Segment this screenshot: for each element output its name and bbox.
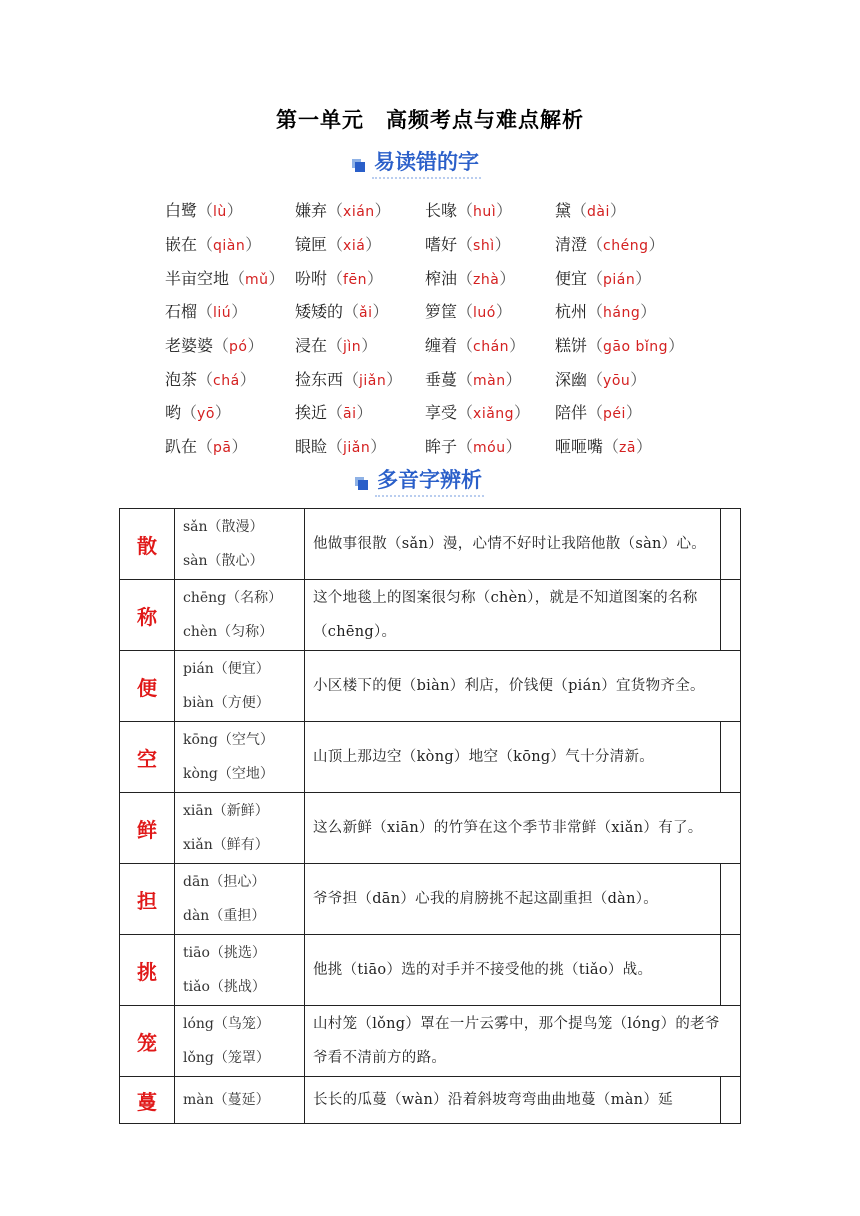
- word-text: 半亩空地: [165, 268, 230, 288]
- word-pinyin: qiàn: [213, 238, 246, 255]
- word-item: 便宜（pián）: [555, 268, 652, 288]
- word-text: 杭州: [555, 302, 588, 322]
- word-item: 镜匣（xiá）: [295, 235, 382, 255]
- reading-line: kòng（空地）: [183, 766, 274, 782]
- word-item: 箩筐（luó）: [425, 302, 512, 322]
- word-text: 泡茶: [165, 369, 198, 389]
- word-item: 黛（dài）: [555, 201, 626, 221]
- word-item: 享受（xiǎng）: [425, 403, 531, 423]
- word-item: 泡茶（chá）: [165, 369, 256, 389]
- polyphone-char: 空: [120, 722, 175, 793]
- reading-line: lǒng（笼罩）: [183, 1050, 270, 1066]
- polyphone-example: 这么新鲜（xiān）的竹笋在这个季节非常鲜（xiǎn）有了。: [305, 793, 741, 864]
- word-pinyin: ǎi: [359, 305, 373, 322]
- word-item: 深幽（yōu）: [555, 369, 647, 389]
- word-row: [165, 429, 725, 463]
- word-pinyin: luó: [473, 305, 496, 322]
- word-item: 榨油（zhà）: [425, 268, 516, 288]
- word-pinyin: chán: [473, 339, 510, 356]
- word-item: 长喙（huì）: [425, 201, 513, 221]
- word-row: [165, 395, 725, 429]
- word-text: 陪伴: [555, 403, 588, 423]
- word-text: 缠着: [425, 336, 458, 356]
- word-text: 眼睑: [295, 437, 328, 457]
- polyphone-row: [120, 935, 741, 1006]
- polyphone-example: 山顶上那边空（kòng）地空（kōng）气十分清新。: [305, 722, 721, 793]
- word-item: 嵌在（qiàn）: [165, 235, 262, 255]
- word-item: 嫌弃（xián）: [295, 201, 391, 221]
- word-text: 嵌在: [165, 235, 198, 255]
- table-cell-empty: [721, 580, 741, 651]
- polyphone-readings: [175, 651, 305, 722]
- word-row: [165, 328, 725, 362]
- reading-line: pián（便宜）: [183, 661, 270, 677]
- word-text: 榨油: [425, 268, 458, 288]
- word-pinyin: xiǎng: [473, 406, 515, 423]
- word-text: 箩筐: [425, 302, 458, 322]
- reading-line: sàn（散心）: [183, 553, 264, 569]
- reading-line: xiǎn（鲜有）: [183, 837, 269, 853]
- polyphone-char: 鲜: [120, 793, 175, 864]
- word-text: 清澄: [555, 235, 588, 255]
- section-header-polyphones: [355, 465, 484, 495]
- word-text: 趴在: [165, 437, 198, 457]
- polyphone-readings: [175, 580, 305, 651]
- word-item: 眼睑（jiǎn）: [295, 437, 387, 457]
- word-pinyin: liú: [213, 305, 232, 322]
- word-item: 石榴（liú）: [165, 302, 248, 322]
- table-cell-empty: [721, 722, 741, 793]
- word-text: 浸在: [295, 336, 328, 356]
- word-pinyin: zhà: [473, 271, 500, 288]
- word-pinyin: pián: [603, 271, 636, 288]
- reading-line: chēng（名称）: [183, 590, 283, 606]
- word-pinyin: màn: [473, 372, 506, 389]
- polyphone-example: 山村笼（lǒng）罩在一片云雾中，那个提鸟笼（lóng）的老爷爷看不清前方的路。: [305, 1006, 741, 1077]
- word-item: 杭州（háng）: [555, 302, 657, 322]
- word-text: 挨近: [295, 403, 328, 423]
- word-item: 浸在（jìn）: [295, 336, 378, 356]
- polyphone-char: 便: [120, 651, 175, 722]
- word-item: 清澄（chéng）: [555, 235, 665, 255]
- polyphone-readings: [175, 1077, 305, 1124]
- polyphone-example: 小区楼下的便（biàn）利店，价钱便（pián）宜货物齐全。: [305, 651, 741, 722]
- table-cell-empty: [721, 1077, 741, 1124]
- word-pinyin: chéng: [603, 238, 649, 255]
- word-text: 老婆婆: [165, 336, 214, 356]
- word-text: 糕饼: [555, 336, 588, 356]
- polyphone-readings: [175, 864, 305, 935]
- word-text: 咂咂嘴: [555, 437, 604, 457]
- word-item: 陪伴（péi）: [555, 403, 642, 423]
- word-pinyin: péi: [603, 406, 626, 423]
- section-header-easy-chars: [352, 147, 481, 177]
- word-item: 捡东西（jiǎn）: [295, 369, 403, 389]
- word-row: [165, 260, 725, 294]
- reading-line: dàn（重担）: [183, 908, 266, 924]
- polyphone-readings: [175, 722, 305, 793]
- polyphone-example: 爷爷担（dān）心我的肩膀挑不起这副重担（dàn）。: [305, 864, 721, 935]
- word-row: [165, 193, 725, 227]
- reading-line: sǎn（散漫）: [183, 519, 264, 535]
- word-item: 哟（yō）: [165, 403, 231, 423]
- polyphone-example: 他做事很散（sǎn）漫，心情不好时让我陪他散（sàn）心。: [305, 509, 721, 580]
- word-text: 便宜: [555, 268, 588, 288]
- polyphone-char: 挑: [120, 935, 175, 1006]
- word-row: [165, 227, 725, 261]
- word-text: 深幽: [555, 369, 588, 389]
- section-title: 易读错的字: [372, 146, 481, 179]
- reading-line: biàn（方便）: [183, 695, 270, 711]
- word-item: 眸子（móu）: [425, 437, 522, 457]
- word-item: 垂蔓（màn）: [425, 369, 522, 389]
- word-text: 矮矮的: [295, 302, 344, 322]
- page-title: 第一单元 高频考点与难点解析: [276, 108, 584, 132]
- word-pinyin: āi: [343, 406, 357, 423]
- polyphone-char: 称: [120, 580, 175, 651]
- polyphone-row: [120, 793, 741, 864]
- polyphone-row: [120, 509, 741, 580]
- polyphone-readings: [175, 1006, 305, 1077]
- reading-line: xiān（新鲜）: [183, 803, 269, 819]
- reading-line: màn（蔓延）: [183, 1092, 270, 1108]
- word-pinyin: dài: [587, 204, 610, 221]
- word-item: 缠着（chán）: [425, 336, 526, 356]
- word-item: 挨近（āi）: [295, 403, 373, 423]
- word-text: 哟: [165, 403, 182, 423]
- polyphone-example: 他挑（tiāo）选的对手并不接受他的挑（tiǎo）战。: [305, 935, 721, 1006]
- easy-chars-grid: [165, 193, 725, 463]
- word-pinyin: yō: [197, 406, 215, 423]
- word-text: 长喙: [425, 201, 458, 221]
- table-cell-empty: [721, 864, 741, 935]
- word-pinyin: jìn: [343, 339, 362, 356]
- word-row: [165, 361, 725, 395]
- table-cell-empty: [721, 935, 741, 1006]
- word-text: 白鹭: [165, 201, 198, 221]
- word-pinyin: shì: [473, 238, 495, 255]
- word-pinyin: móu: [473, 440, 506, 457]
- word-item: 白鹭（lù）: [165, 201, 243, 221]
- polyphone-row: [120, 722, 741, 793]
- word-pinyin: jiǎn: [359, 372, 387, 389]
- word-pinyin: jiǎn: [343, 440, 371, 457]
- polyphone-char: 蔓: [120, 1077, 175, 1124]
- polyphone-row: [120, 1006, 741, 1077]
- polyphone-readings: [175, 935, 305, 1006]
- square-bullet-icon: [355, 477, 369, 491]
- word-text: 镜匣: [295, 235, 328, 255]
- word-item: 老婆婆（pó）: [165, 336, 264, 356]
- word-row: [165, 294, 725, 328]
- word-pinyin: mǔ: [245, 271, 269, 288]
- square-bullet-icon: [352, 159, 366, 173]
- table-cell-empty: [721, 509, 741, 580]
- word-pinyin: gāo bǐng: [603, 339, 669, 356]
- polyphone-row: [120, 864, 741, 935]
- word-pinyin: huì: [473, 204, 497, 221]
- polyphone-readings: [175, 509, 305, 580]
- word-item: 咂咂嘴（zā）: [555, 437, 652, 457]
- word-pinyin: fēn: [343, 271, 367, 288]
- word-item: 糕饼（gāo bǐng）: [555, 336, 685, 356]
- word-pinyin: zā: [619, 440, 636, 457]
- word-text: 嗜好: [425, 235, 458, 255]
- word-text: 垂蔓: [425, 369, 458, 389]
- reading-line: kōng（空气）: [183, 732, 274, 748]
- reading-line: lóng（鸟笼）: [183, 1016, 270, 1032]
- word-text: 嫌弃: [295, 201, 328, 221]
- word-text: 吩咐: [295, 268, 328, 288]
- section-title: 多音字辨析: [375, 464, 484, 497]
- word-item: 矮矮的（ǎi）: [295, 302, 389, 322]
- polyphone-char: 笼: [120, 1006, 175, 1077]
- word-pinyin: xián: [343, 204, 375, 221]
- polyphone-row: [120, 580, 741, 651]
- word-pinyin: lù: [213, 204, 227, 221]
- word-text: 眸子: [425, 437, 458, 457]
- polyphone-row: [120, 1077, 741, 1124]
- reading-line: chèn（匀称）: [183, 624, 274, 640]
- polyphone-readings: [175, 793, 305, 864]
- word-text: 石榴: [165, 302, 198, 322]
- polyphone-row: [120, 651, 741, 722]
- word-pinyin: pó: [229, 339, 248, 356]
- word-item: 趴在（pā）: [165, 437, 248, 457]
- word-pinyin: chá: [213, 372, 240, 389]
- word-pinyin: yōu: [603, 372, 631, 389]
- polyphone-example: 这个地毯上的图案很匀称（chèn），就是不知道图案的名称（chēng）。: [305, 580, 721, 651]
- polyphone-example: 长长的瓜蔓（wàn）沿着斜坡弯弯曲曲地蔓（màn）延: [305, 1077, 721, 1124]
- word-item: 吩咐（fēn）: [295, 268, 383, 288]
- word-item: 半亩空地（mǔ）: [165, 268, 285, 288]
- word-text: 黛: [555, 201, 572, 221]
- word-item: 嗜好（shì）: [425, 235, 511, 255]
- reading-line: dān（担心）: [183, 874, 266, 890]
- word-pinyin: xiá: [343, 238, 366, 255]
- polyphone-char: 散: [120, 509, 175, 580]
- reading-line: tiǎo（挑战）: [183, 979, 266, 995]
- word-text: 享受: [425, 403, 458, 423]
- polyphone-char: 担: [120, 864, 175, 935]
- polyphone-table: [119, 508, 741, 1124]
- reading-line: tiāo（挑选）: [183, 945, 266, 961]
- word-text: 捡东西: [295, 369, 344, 389]
- word-pinyin: pā: [213, 440, 232, 457]
- word-pinyin: háng: [603, 305, 641, 322]
